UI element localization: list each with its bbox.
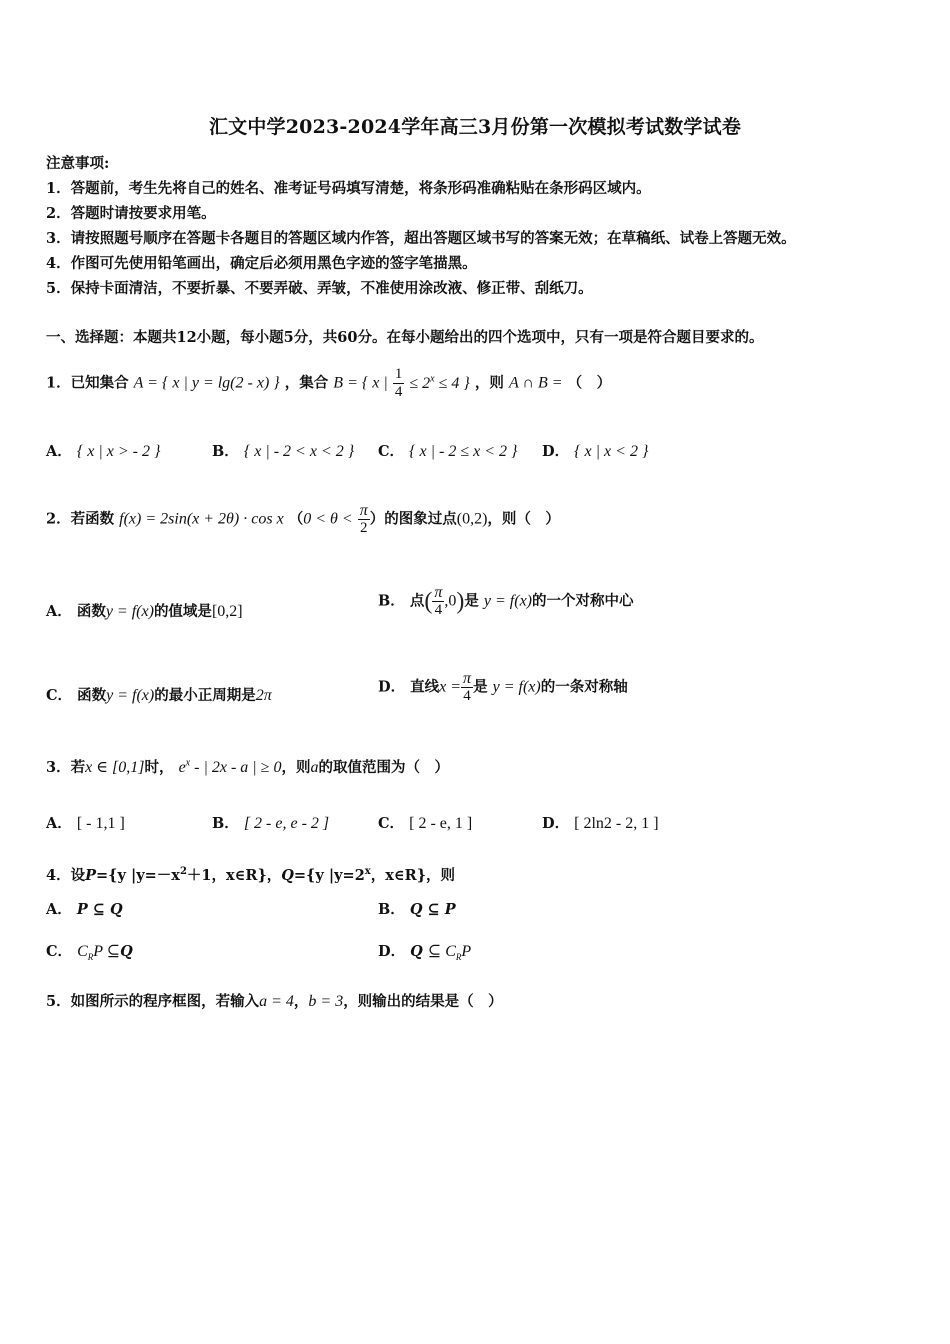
q1-fraction: $\frac{1}{4}$ xyxy=(394,366,403,400)
q4-option-a: A． P ⊆ Q xyxy=(46,901,123,918)
q3-option-d: D． [ 2ln2 - 2, 1 ] xyxy=(542,815,659,832)
q1-set-b-left: B = { x | xyxy=(333,374,388,392)
q4-option-d: D． Q ⊆ $C_RP$ xyxy=(378,943,472,963)
q1-tail: ，则 xyxy=(474,374,504,392)
q3-inequality: $e^x$ - | 2x - a | ≥ 0 xyxy=(178,757,282,776)
q1-expr: A ∩ B = xyxy=(508,374,563,392)
note-item: 5．保持卡面清洁，不要折暴、不要弄破、弄皱，不准使用涂改液、修正带、刮纸刀。 xyxy=(46,280,593,297)
q2-function: f(x) = 2sin(x + 2θ) · cos x xyxy=(119,510,284,528)
note-item: 1．答题前，考生先将自己的姓名、准考证号码填写清楚，将条形码准确粘贴在条形码区域内。 xyxy=(46,180,651,197)
note-item: 4．作图可先使用铅笔画出，确定后必须用黑色字迹的签字笔描黑。 xyxy=(46,255,477,272)
q1-mid: ，集合 xyxy=(284,374,329,392)
q4-option-c: C． $C_RP$ ⊆Q xyxy=(46,943,133,963)
q3-option-b: B． [ 2 - e, e - 2 ] xyxy=(212,815,330,832)
question-1: 1．已知集合 A = { x | y = lg(2 - x) } ，集合 B = { x | $\frac{1}{4}$ ≤ $2^x \le 4$ } ，则 A ∩ B = （ ） xyxy=(46,366,612,400)
note-item: 2．答题时请按要求用笔。 xyxy=(46,205,216,222)
q2-option-c: C． 函数y = f(x)的最小正周期是2π xyxy=(46,687,272,704)
question-2: 2．若函数 f(x) = 2sin(x + 2θ) · cos x （0 < θ < $\frac{\pi}{2}$ ）的图象过点(0,2)，则（ ） xyxy=(46,502,560,536)
q3-option-c: C． [ 2 - e, 1 ] xyxy=(378,815,473,832)
q1-option-c: C． { x | - 2 ≤ x < 2 } xyxy=(378,443,518,460)
q2-fraction: $\frac{\pi}{2}$ xyxy=(359,502,368,536)
q1-option-b: B． { x | - 2 < x < 2 } xyxy=(212,443,355,460)
page-title: 汇文中学2023-2024学年高三3月份第一次模拟考试数学试卷 xyxy=(208,116,742,138)
q1-paren: （ ） xyxy=(567,374,612,392)
q1-option-a: A． { x | x > - 2 } xyxy=(46,443,161,460)
q1-option-d: D． { x | x < 2 } xyxy=(542,443,649,460)
q2-point: (0,2) xyxy=(456,510,488,528)
q1-prefix: 1．已知集合 xyxy=(46,374,129,392)
q1-set-a: A = { x | y = lg(2 - x) } xyxy=(133,374,280,392)
q2-option-b: B． 点( $\frac{\pi}{4}$ ,0)是 y = f(x)的一个对称中心 xyxy=(378,584,634,618)
q2-option-d: D． 直线x = $\frac{\pi}{4}$ 是 y = f(x)的一条对称轴 xyxy=(378,670,628,704)
question-4: 4．设P={y $|y=-x^2+1$，x∈R}，Q={y $|y=2^x$，x∈R}，则 xyxy=(46,866,456,884)
question-5: 5．如图所示的程序框图，若输入a = 4，b = 3，则输出的结果是（ ） xyxy=(46,993,503,1010)
note-item: 3．请按照题号顺序在答题卡各题目的答题区域内作答，超出答题区域书写的答案无效；在草稿纸、试卷上答题无效。 xyxy=(46,230,796,247)
question-3: 3．若x ∈ [0,1]时， $e^x$ - | 2x - a | ≥ 0，则a的取值范围为（ ） xyxy=(46,757,449,776)
q3-condition: x ∈ [0,1] xyxy=(85,759,145,776)
q3-option-a: A． [ - 1,1 ] xyxy=(46,815,125,832)
q2-option-a: A． 函数y = f(x)的值域是[0,2] xyxy=(46,603,243,620)
notes-heading: 注意事项: xyxy=(46,155,110,172)
q1-set-b-right: ≤ 2 xyxy=(409,374,431,392)
section-heading: 一、选择题：本题共12小题，每小题5分，共60分。在每小题给出的四个选项中，只有一项是符合题目要求的。 xyxy=(46,329,764,346)
q4-option-b: B． Q ⊆ P xyxy=(378,901,456,918)
